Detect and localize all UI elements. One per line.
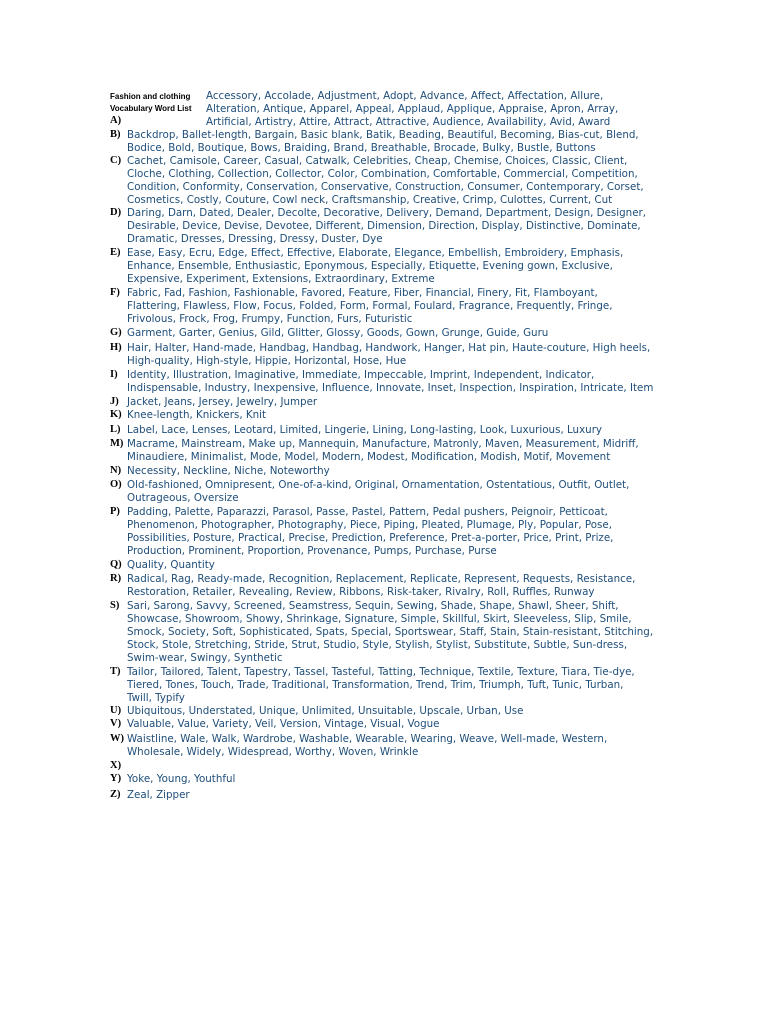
word-line: Hair, Halter, Hand-made, Handbag, Handbag, Handwork, Hanger, Hat pin, Haute-couture, High heels, <box>127 342 651 354</box>
word-line: Desirable, Device, Devise, Devotee, Different, Dimension, Direction, Display, Distinctive, Dominate, <box>127 219 641 232</box>
letter-heading: E) <box>110 247 121 258</box>
word-line: Smock, Society, Soft, Sophisticated, Spats, Special, Sportswear, Staff, Stain, Stain-resistant, Stitching, <box>127 625 654 638</box>
letter-heading: K) <box>110 409 122 420</box>
vocabulary-words <box>127 409 266 422</box>
document-title <box>110 91 208 115</box>
letter-heading: C) <box>110 155 122 166</box>
vocabulary-words <box>127 666 635 705</box>
word-line: Identity, Illustration, Imaginative, Immediate, Impeccable, Imprint, Independent, Indicator, <box>127 369 595 381</box>
letter-heading: U) <box>110 705 122 716</box>
letter-heading: G) <box>110 327 122 338</box>
letter-heading: P) <box>110 506 120 517</box>
word-line: Stock, Stole, Stretching, Stride, Strut, Studio, Style, Stylish, Stylist, Substitute, Subtle, Sun-dress, <box>127 638 628 651</box>
word-line: Radical, Rag, Ready-made, Recognition, Replacement, Replicate, Represent, Requests, Resistance, <box>127 573 636 585</box>
word-line: Frivolous, Frock, Frog, Frumpy, Function, Furs, Futuristic <box>127 312 413 325</box>
letter-heading: F) <box>110 287 120 298</box>
vocabulary-words <box>127 424 602 437</box>
word-line: Ease, Easy, Ecru, Edge, Effect, Effective, Elaborate, Elegance, Embellish, Embroidery, Emphasis, <box>127 247 624 259</box>
letter-heading: A) <box>110 115 122 126</box>
word-line: Phenomenon, Photographer, Photography, Piece, Piping, Pleated, Plumage, Ply, Popular, Pose, <box>127 518 613 531</box>
vocabulary-words <box>127 733 607 759</box>
vocabulary-words <box>127 718 439 731</box>
word-line: Bodice, Bold, Boutique, Bows, Braiding, Brand, Breathable, Brocade, Bulky, Bustle, Buttons <box>127 141 596 154</box>
letter-heading: Y) <box>110 773 122 784</box>
word-line: Quality, Quantity <box>127 559 215 571</box>
word-line: Zeal, Zipper <box>127 789 190 801</box>
word-line: Yoke, Young, Youthful <box>127 773 236 785</box>
letter-heading: D) <box>110 207 122 218</box>
word-line: Showcase, Showroom, Showy, Shrinkage, Signature, Simple, Skillful, Skirt, Sleeveless, Slip, Smile, <box>127 612 632 625</box>
word-line: Cloche, Clothing, Collection, Collector, Color, Combination, Comfortable, Commercial, Competition, <box>127 167 638 180</box>
letter-heading: T) <box>110 666 121 677</box>
vocabulary-words <box>127 369 653 395</box>
word-line: Cosmetics, Costly, Couture, Cowl neck, Craftsmanship, Creative, Crimp, Culottes, Current, Cut <box>127 193 613 206</box>
vocabulary-words <box>127 600 653 665</box>
word-line: Twill, Typify <box>127 691 185 704</box>
word-line: Fabric, Fad, Fashion, Fashionable, Favored, Feature, Fiber, Financial, Finery, Fit, Flamboyant, <box>127 287 598 299</box>
word-line: Outrageous, Oversize <box>127 491 239 504</box>
word-line: Flattering, Flawless, Flow, Focus, Folded, Form, Formal, Foulard, Fragrance, Frequently, Fringe, <box>127 299 613 312</box>
word-line: Indispensable, Industry, Inexpensive, Influence, Innovate, Inset, Inspection, Inspiration, Intricate, Item <box>127 381 654 394</box>
vocabulary-words <box>127 479 629 505</box>
word-line: Necessity, Neckline, Niche, Noteworthy <box>127 465 330 477</box>
vocabulary-words <box>206 90 618 129</box>
vocabulary-words <box>127 287 612 326</box>
word-line: Label, Lace, Lenses, Leotard, Limited, Lingerie, Lining, Long-lasting, Look, Luxurious, Luxury <box>127 424 603 436</box>
word-line: Sari, Sarong, Savvy, Screened, Seamstress, Sequin, Sewing, Shade, Shape, Shawl, Sheer, Shift, <box>127 600 619 612</box>
word-line: Expensive, Experiment, Extensions, Extraordinary, Extreme <box>127 272 435 285</box>
vocabulary-words <box>127 396 317 409</box>
word-line: Jacket, Jeans, Jersey, Jewelry, Jumper <box>127 396 318 408</box>
word-line: High-quality, High-style, Hippie, Horizontal, Hose, Hue <box>127 354 407 367</box>
letter-heading: S) <box>110 600 120 611</box>
word-line: Minaudiere, Minimalist, Mode, Model, Modern, Modest, Modification, Modish, Motif, Movement <box>127 450 611 463</box>
vocabulary-words <box>127 573 635 599</box>
vocabulary-words <box>127 506 613 558</box>
word-line: Backdrop, Ballet-length, Bargain, Basic blank, Batik, Beading, Beautiful, Becoming, Bias-cut, Blend, <box>127 129 639 141</box>
word-line: Dramatic, Dresses, Dressing, Dressy, Duster, Dye <box>127 232 383 245</box>
letter-heading: H) <box>110 342 122 353</box>
word-line: Enhance, Ensemble, Enthusiastic, Eponymous, Especially, Etiquette, Evening gown, Exclusive, <box>127 259 613 272</box>
letter-heading: W) <box>110 733 124 744</box>
letter-heading: Q) <box>110 559 122 570</box>
vocabulary-words <box>127 438 639 464</box>
word-line: Old-fashioned, Omnipresent, One-of-a-kind, Original, Ornamentation, Ostentatious, Outfit, Outlet, <box>127 479 630 491</box>
word-line: Swim-wear, Swingy, Synthetic <box>127 651 283 664</box>
word-line: Macrame, Mainstream, Make up, Mannequin, Manufacture, Matronly, Maven, Measurement, Midriff, <box>127 438 639 450</box>
letter-heading: R) <box>110 573 122 584</box>
vocabulary-words <box>127 773 235 786</box>
word-line: Daring, Darn, Dated, Dealer, Decolte, Decorative, Delivery, Demand, Department, Design, Designer, <box>127 207 647 219</box>
word-line: Cachet, Camisole, Career, Casual, Catwalk, Celebrities, Cheap, Chemise, Choices, Classic, Client, <box>127 155 628 167</box>
letter-heading: V) <box>110 718 122 729</box>
word-line: Valuable, Value, Variety, Veil, Version, Vintage, Visual, Vogue <box>127 718 440 730</box>
title-line: Vocabulary Word List <box>110 104 192 113</box>
word-line: Production, Prominent, Proportion, Provenance, Pumps, Purchase, Purse <box>127 544 497 557</box>
word-line: Tiered, Tones, Touch, Trade, Traditional, Transformation, Trend, Trim, Triumph, Tuft, Tunic, Turban, <box>127 678 624 691</box>
letter-heading: L) <box>110 424 121 435</box>
word-line: Waistline, Wale, Walk, Wardrobe, Washable, Wearable, Wearing, Weave, Well-made, Western, <box>127 733 608 745</box>
letter-heading: N) <box>110 465 122 476</box>
letter-heading: I) <box>110 369 118 380</box>
word-line: Artificial, Artistry, Attire, Attract, Attractive, Audience, Availability, Avid, Award <box>206 115 611 128</box>
word-line: Ubiquitous, Understated, Unique, Unlimited, Unsuitable, Upscale, Urban, Use <box>127 705 524 717</box>
letter-heading: X) <box>110 760 122 771</box>
vocabulary-words <box>127 342 650 368</box>
word-line: Tailor, Tailored, Talent, Tapestry, Tassel, Tasteful, Tatting, Technique, Textile, Texture, Tiara, Tie-dye, <box>127 666 635 678</box>
vocabulary-words <box>127 559 215 572</box>
word-line: Padding, Palette, Paparazzi, Parasol, Passe, Pastel, Pattern, Pedal pushers, Peignoir, Petticoat, <box>127 506 608 518</box>
vocabulary-words <box>127 327 548 340</box>
letter-heading: M) <box>110 438 124 449</box>
word-line: Accessory, Accolade, Adjustment, Adopt, Advance, Affect, Affectation, Allure, <box>206 90 604 102</box>
word-line: Restoration, Retailer, Revealing, Review, Ribbons, Risk-taker, Rivalry, Roll, Ruffles, Runway <box>127 585 595 598</box>
vocabulary-words <box>127 247 623 286</box>
letter-heading: J) <box>110 396 119 407</box>
letter-heading: Z) <box>110 789 121 800</box>
vocabulary-words <box>127 705 523 718</box>
word-line: Alteration, Antique, Apparel, Appeal, Applaud, Applique, Appraise, Apron, Array, <box>206 102 619 115</box>
word-line: Possibilities, Posture, Practical, Precise, Prediction, Preference, Pret-a-porter, Price, Print, Prize, <box>127 531 614 544</box>
vocabulary-words <box>127 207 646 246</box>
letter-heading: O) <box>110 479 122 490</box>
word-line: Condition, Conformity, Conservation, Conservative, Construction, Consumer, Contemporary, Corset, <box>127 180 644 193</box>
letter-heading: B) <box>110 129 121 140</box>
word-line: Wholesale, Widely, Widespread, Worthy, Woven, Wrinkle <box>127 745 419 758</box>
word-line: Knee-length, Knickers, Knit <box>127 409 267 421</box>
vocabulary-words <box>127 129 639 155</box>
title-line: Fashion and clothing <box>110 92 191 101</box>
vocabulary-words <box>127 789 190 802</box>
vocabulary-words <box>127 155 644 207</box>
vocabulary-words <box>127 465 330 478</box>
word-line: Garment, Garter, Genius, Gild, Glitter, Glossy, Goods, Gown, Grunge, Guide, Guru <box>127 327 549 339</box>
